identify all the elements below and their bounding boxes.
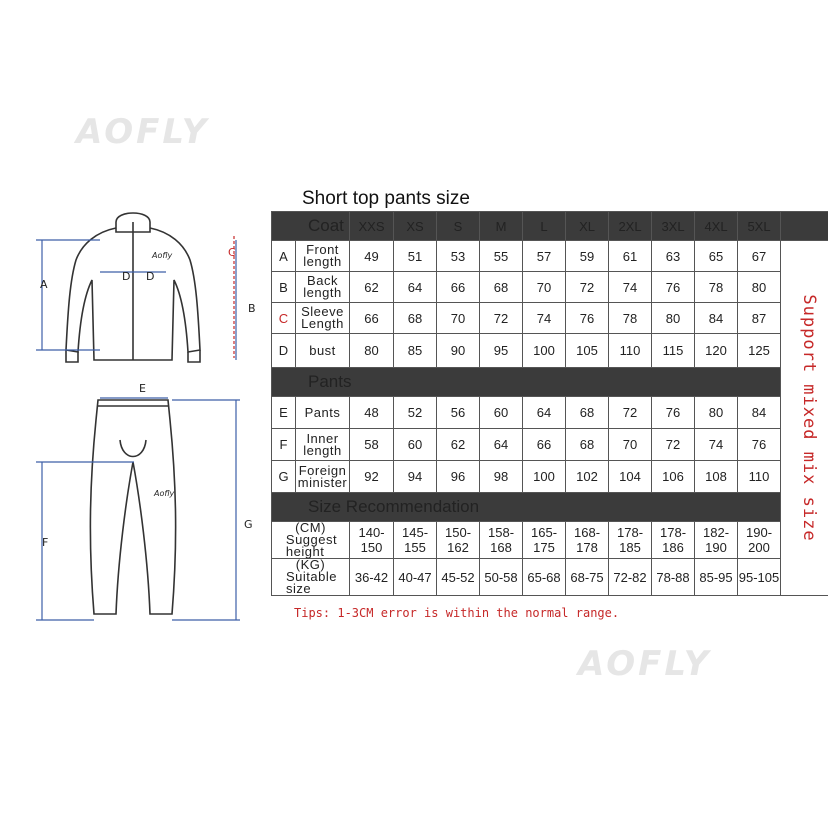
table-cell: 74: [609, 272, 652, 303]
table-cell: 110: [609, 334, 652, 368]
table-cell: 76: [652, 272, 695, 303]
table-cell: 68: [480, 272, 523, 303]
table-cell: 92: [350, 461, 394, 493]
table-cell: 61: [609, 241, 652, 272]
page-title: Short top pants size: [302, 188, 470, 209]
pants-illustration: [90, 400, 175, 614]
table-cell: 140-150: [350, 522, 394, 559]
table-cell: 95: [480, 334, 523, 368]
table-cell: 190-200: [738, 522, 781, 559]
table-cell: 66: [437, 272, 480, 303]
table-cell: 62: [350, 272, 394, 303]
dimension-d-label: D: [122, 270, 131, 283]
table-cell: 168-178: [566, 522, 609, 559]
row-label: Sleeve Length: [296, 303, 350, 334]
table-cell: 64: [480, 429, 523, 461]
table-cell: 53: [437, 241, 480, 272]
table-cell: 60: [480, 397, 523, 429]
table-cell: 72: [566, 272, 609, 303]
table-cell: 62: [437, 429, 480, 461]
table-cell: 100: [523, 334, 566, 368]
table-cell: 102: [566, 461, 609, 493]
table-cell: 76: [738, 429, 781, 461]
row-letter: F: [272, 429, 296, 461]
pants-title: Pants: [272, 368, 781, 397]
table-cell: 95-105: [738, 559, 781, 596]
row-label: bust: [296, 334, 350, 368]
pants-header-row: [272, 368, 828, 397]
dimension-b-label: B: [248, 302, 256, 315]
table-cell: 182-190: [695, 522, 738, 559]
table-cell: 125: [738, 334, 781, 368]
table-cell: 72: [652, 429, 695, 461]
table-cell: 84: [738, 397, 781, 429]
table-cell: 105: [566, 334, 609, 368]
table-cell: 158-168: [480, 522, 523, 559]
side-note-text: Support mixed mix size: [799, 294, 819, 542]
table-cell: 115: [652, 334, 695, 368]
table-cell: 98: [480, 461, 523, 493]
row-letter: C: [272, 303, 296, 334]
table-cell: 60: [394, 429, 437, 461]
table-cell: 49: [350, 241, 394, 272]
size-header: XXS: [350, 212, 394, 241]
table-cell: 96: [437, 461, 480, 493]
table-cell: 70: [609, 429, 652, 461]
table-cell: 178-186: [652, 522, 695, 559]
table-cell: 110: [738, 461, 781, 493]
size-chart-table: [271, 211, 828, 596]
size-header: 4XL: [695, 212, 738, 241]
dimension-g-label: G: [244, 518, 253, 531]
table-cell: 64: [523, 397, 566, 429]
table-cell: 58: [350, 429, 394, 461]
table-row: [272, 272, 828, 303]
table-cell: 70: [523, 272, 566, 303]
table-cell: 68: [394, 303, 437, 334]
table-row: [272, 461, 828, 493]
jacket-illustration: [66, 213, 200, 362]
table-cell: 36-42: [350, 559, 394, 596]
table-cell: 87: [738, 303, 781, 334]
table-cell: 76: [652, 397, 695, 429]
table-cell: 70: [437, 303, 480, 334]
table-cell: 66: [350, 303, 394, 334]
table-cell: 85-95: [695, 559, 738, 596]
table-cell: 145-155: [394, 522, 437, 559]
tips-note: Tips: 1-3CM error is within the normal range.: [294, 606, 620, 620]
table-row: [272, 397, 828, 429]
row-label: Front length: [296, 241, 350, 272]
table-row: [272, 522, 828, 559]
table-cell: 74: [523, 303, 566, 334]
size-header: XL: [566, 212, 609, 241]
table-cell: 178-185: [609, 522, 652, 559]
table-cell: 45-52: [437, 559, 480, 596]
table-cell: 52: [394, 397, 437, 429]
row-letter: D: [272, 334, 296, 368]
size-header: 2XL: [609, 212, 652, 241]
table-row: [272, 429, 828, 461]
table-cell: 84: [695, 303, 738, 334]
row-label: Foreign minister: [296, 461, 350, 493]
row-label: Back length: [296, 272, 350, 303]
dimension-f-label: F: [42, 536, 49, 549]
row-label: Pants: [296, 397, 350, 429]
table-cell: 106: [652, 461, 695, 493]
garment-diagram: [0, 200, 268, 640]
table-cell: 78: [609, 303, 652, 334]
table-cell: 80: [695, 397, 738, 429]
table-cell: 72: [480, 303, 523, 334]
table-row: [272, 559, 828, 596]
table-cell: 74: [695, 429, 738, 461]
table-cell: 100: [523, 461, 566, 493]
table-cell: 150-162: [437, 522, 480, 559]
row-letter: B: [272, 272, 296, 303]
table-cell: 94: [394, 461, 437, 493]
table-cell: 59: [566, 241, 609, 272]
table-cell: 80: [738, 272, 781, 303]
table-cell: 55: [480, 241, 523, 272]
table-row: [272, 303, 828, 334]
table-row: [272, 334, 828, 368]
row-label: (CM)Suggest height: [272, 522, 350, 559]
watermark-logo: AOFLY: [578, 644, 712, 684]
table-cell: 56: [437, 397, 480, 429]
table-cell: 104: [609, 461, 652, 493]
row-letter: A: [272, 241, 296, 272]
pants-logo: Aofly: [154, 489, 175, 498]
table-cell: 120: [695, 334, 738, 368]
size-header: 3XL: [652, 212, 695, 241]
table-cell: 64: [394, 272, 437, 303]
recommendation-header-row: [272, 493, 828, 522]
dimension-e-label: E: [139, 382, 146, 395]
dimension-c-label: C: [228, 246, 236, 259]
table-cell: 80: [350, 334, 394, 368]
coat-header-row: [272, 212, 828, 241]
coat-title: Coat: [272, 212, 350, 241]
row-letter: G: [272, 461, 296, 493]
table-cell: 85: [394, 334, 437, 368]
table-cell: 80: [652, 303, 695, 334]
jacket-logo: Aofly: [152, 251, 173, 260]
size-header: M: [480, 212, 523, 241]
table-cell: 65-68: [523, 559, 566, 596]
watermark-logo: AOFLY: [76, 112, 210, 152]
table-cell: 66: [523, 429, 566, 461]
size-header: 5XL: [738, 212, 781, 241]
table-cell: 68-75: [566, 559, 609, 596]
table-row: [272, 241, 828, 272]
table-cell: 68: [566, 397, 609, 429]
dimension-d-label: D: [146, 270, 155, 283]
table-cell: 76: [566, 303, 609, 334]
table-cell: 78: [695, 272, 738, 303]
table-cell: 63: [652, 241, 695, 272]
size-header: S: [437, 212, 480, 241]
table-cell: 165-175: [523, 522, 566, 559]
table-cell: 68: [566, 429, 609, 461]
row-label: (KG)Suitable size: [272, 559, 350, 596]
table-cell: 57: [523, 241, 566, 272]
table-cell: 67: [738, 241, 781, 272]
table-cell: 51: [394, 241, 437, 272]
table-cell: 78-88: [652, 559, 695, 596]
size-header: XS: [394, 212, 437, 241]
table-cell: 48: [350, 397, 394, 429]
table-cell: 72-82: [609, 559, 652, 596]
table-cell: 90: [437, 334, 480, 368]
table-cell: 65: [695, 241, 738, 272]
table-cell: 72: [609, 397, 652, 429]
dimension-lines: [36, 240, 240, 620]
size-header: L: [523, 212, 566, 241]
recommendation-title: Size Recommendation: [272, 493, 781, 522]
side-note: [790, 228, 828, 608]
table-cell: 50-58: [480, 559, 523, 596]
row-letter: E: [272, 397, 296, 429]
table-cell: 108: [695, 461, 738, 493]
table-cell: 40-47: [394, 559, 437, 596]
row-label: Inner length: [296, 429, 350, 461]
dimension-a-label: A: [40, 278, 48, 291]
